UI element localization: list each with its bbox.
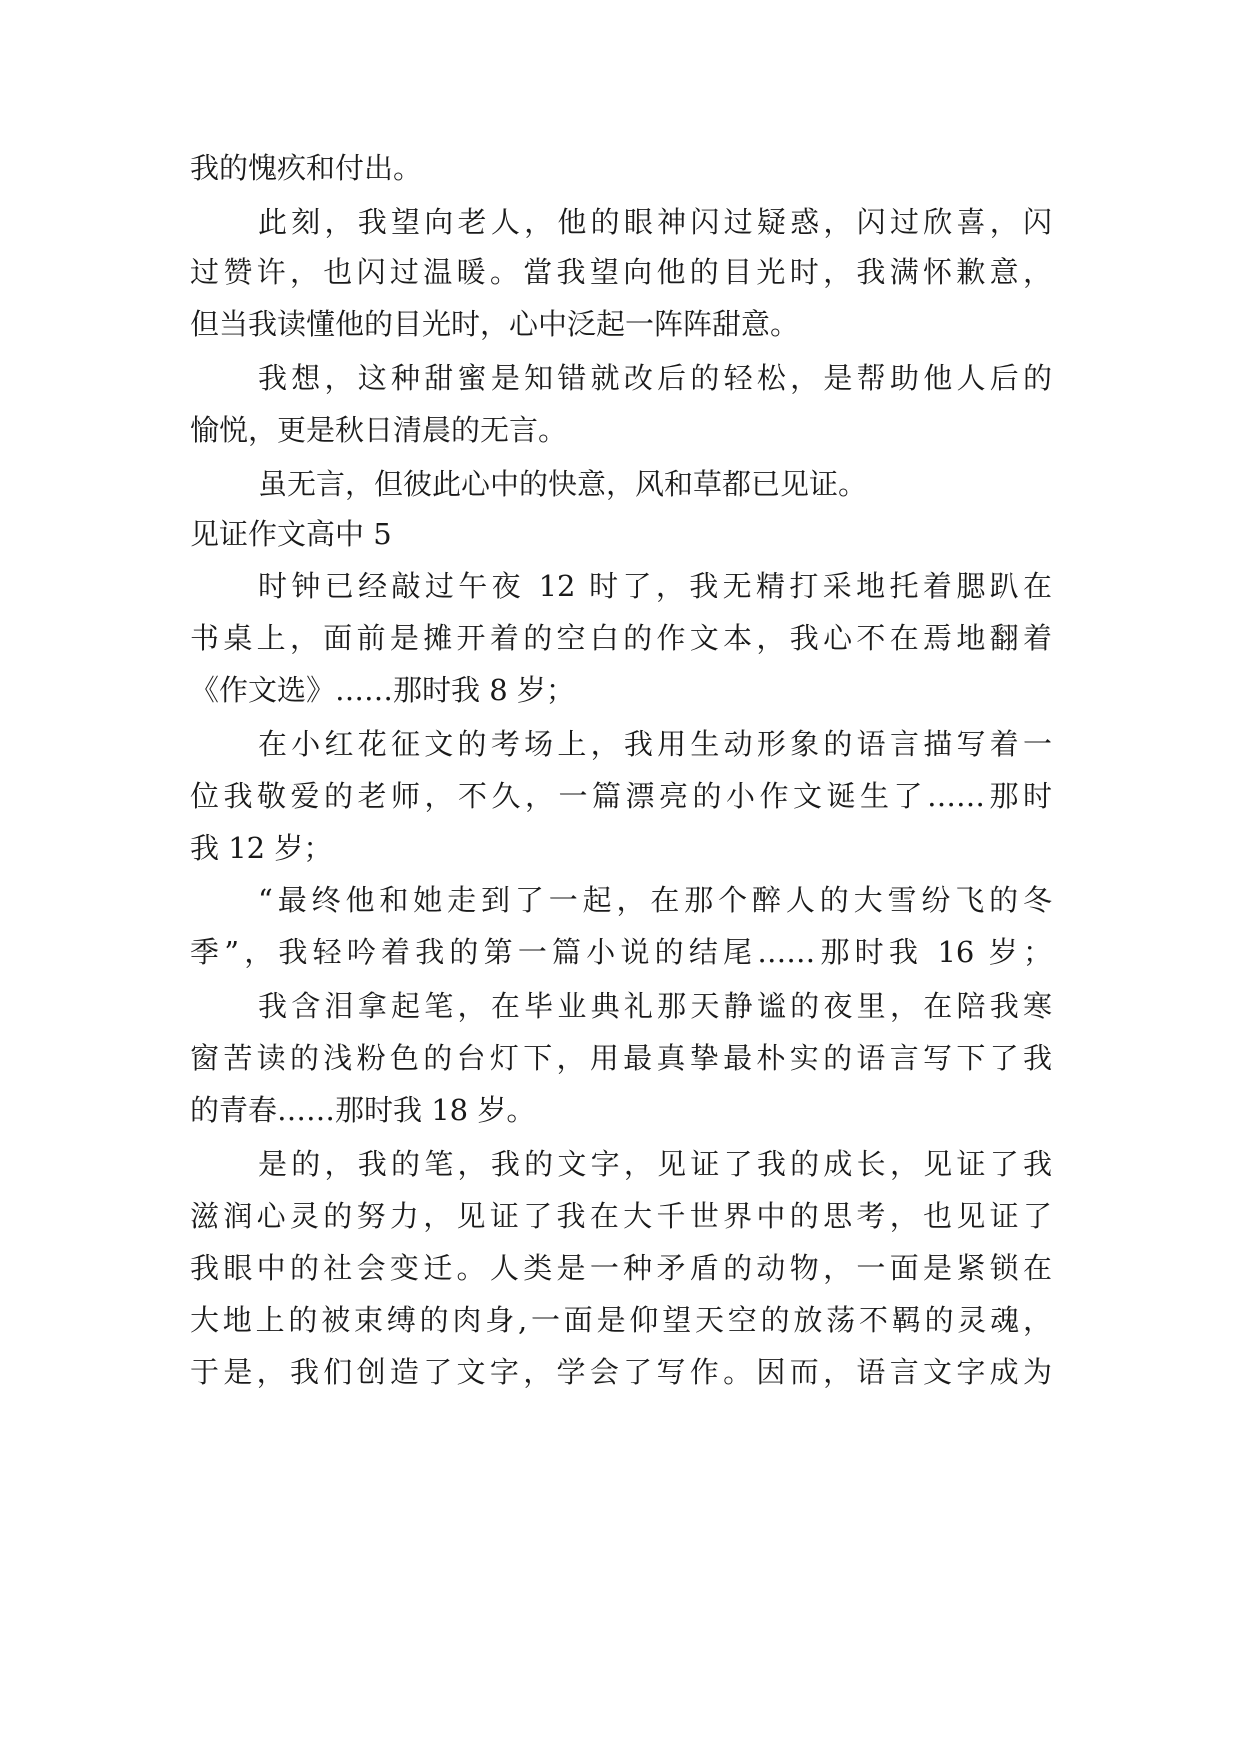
- text-line: 过赞许，也闪过温暖。當我望向他的目光时，我满怀歉意，: [190, 255, 1052, 289]
- text-line: 书桌上，面前是摊开着的空白的作文本，我心不在焉地翻着: [190, 621, 1052, 655]
- section-heading: 见证作文高中 5: [190, 517, 392, 551]
- text-line: 我含泪拿起笔，在毕业典礼那天静谧的夜里，在陪我寒: [258, 989, 1052, 1023]
- text-line: 大地上的被束缚的肉身,一面是仰望天空的放荡不羁的灵魂，: [190, 1303, 1052, 1337]
- text-line: 季”，我轻吟着我的第一篇小说的结尾……那时我 16 岁；: [190, 935, 1052, 969]
- text-line: 窗苦读的浅粉色的台灯下，用最真挚最朴实的语言写下了我: [190, 1041, 1052, 1075]
- text-line: 于是，我们创造了文字，学会了写作。因而，语言文字成为: [190, 1355, 1052, 1389]
- text-line: 是的，我的笔，我的文字，见证了我的成长，见证了我: [258, 1147, 1052, 1181]
- text-line: 我想，这种甜蜜是知错就改后的轻松，是帮助他人后的: [258, 361, 1052, 395]
- text-line: 《作文选》……那时我 8 岁；: [190, 673, 575, 707]
- text-line: 位我敬爱的老师，不久，一篇漂亮的小作文诞生了……那时: [190, 779, 1052, 813]
- text-line: 滋润心灵的努力，见证了我在大千世界中的思考，也见证了: [190, 1199, 1052, 1233]
- text-line: 愉悦，更是秋日清晨的无言。: [190, 413, 568, 447]
- text-line: 时钟已经敲过午夜 12 时了，我无精打采地托着腮趴在: [258, 569, 1052, 603]
- text-line: 我眼中的社会变迁。人类是一种矛盾的动物，一面是紧锁在: [190, 1251, 1052, 1285]
- text-line: 虽无言，但彼此心中的快意，风和草都已见证。: [258, 467, 868, 501]
- text-line: 的青春……那时我 18 岁。: [190, 1093, 536, 1127]
- text-line: “最终他和她走到了一起，在那个醉人的大雪纷飞的冬: [258, 883, 1052, 917]
- text-line: 我的愧疚和付出。: [190, 151, 423, 185]
- text-line: 在小红花征文的考场上，我用生动形象的语言描写着一: [258, 727, 1052, 761]
- text-line: 此刻，我望向老人，他的眼神闪过疑惑，闪过欣喜，闪: [258, 205, 1052, 239]
- text-line: 我 12 岁；: [190, 831, 333, 865]
- text-line: 但当我读懂他的目光时，心中泛起一阵阵甜意。: [190, 307, 800, 341]
